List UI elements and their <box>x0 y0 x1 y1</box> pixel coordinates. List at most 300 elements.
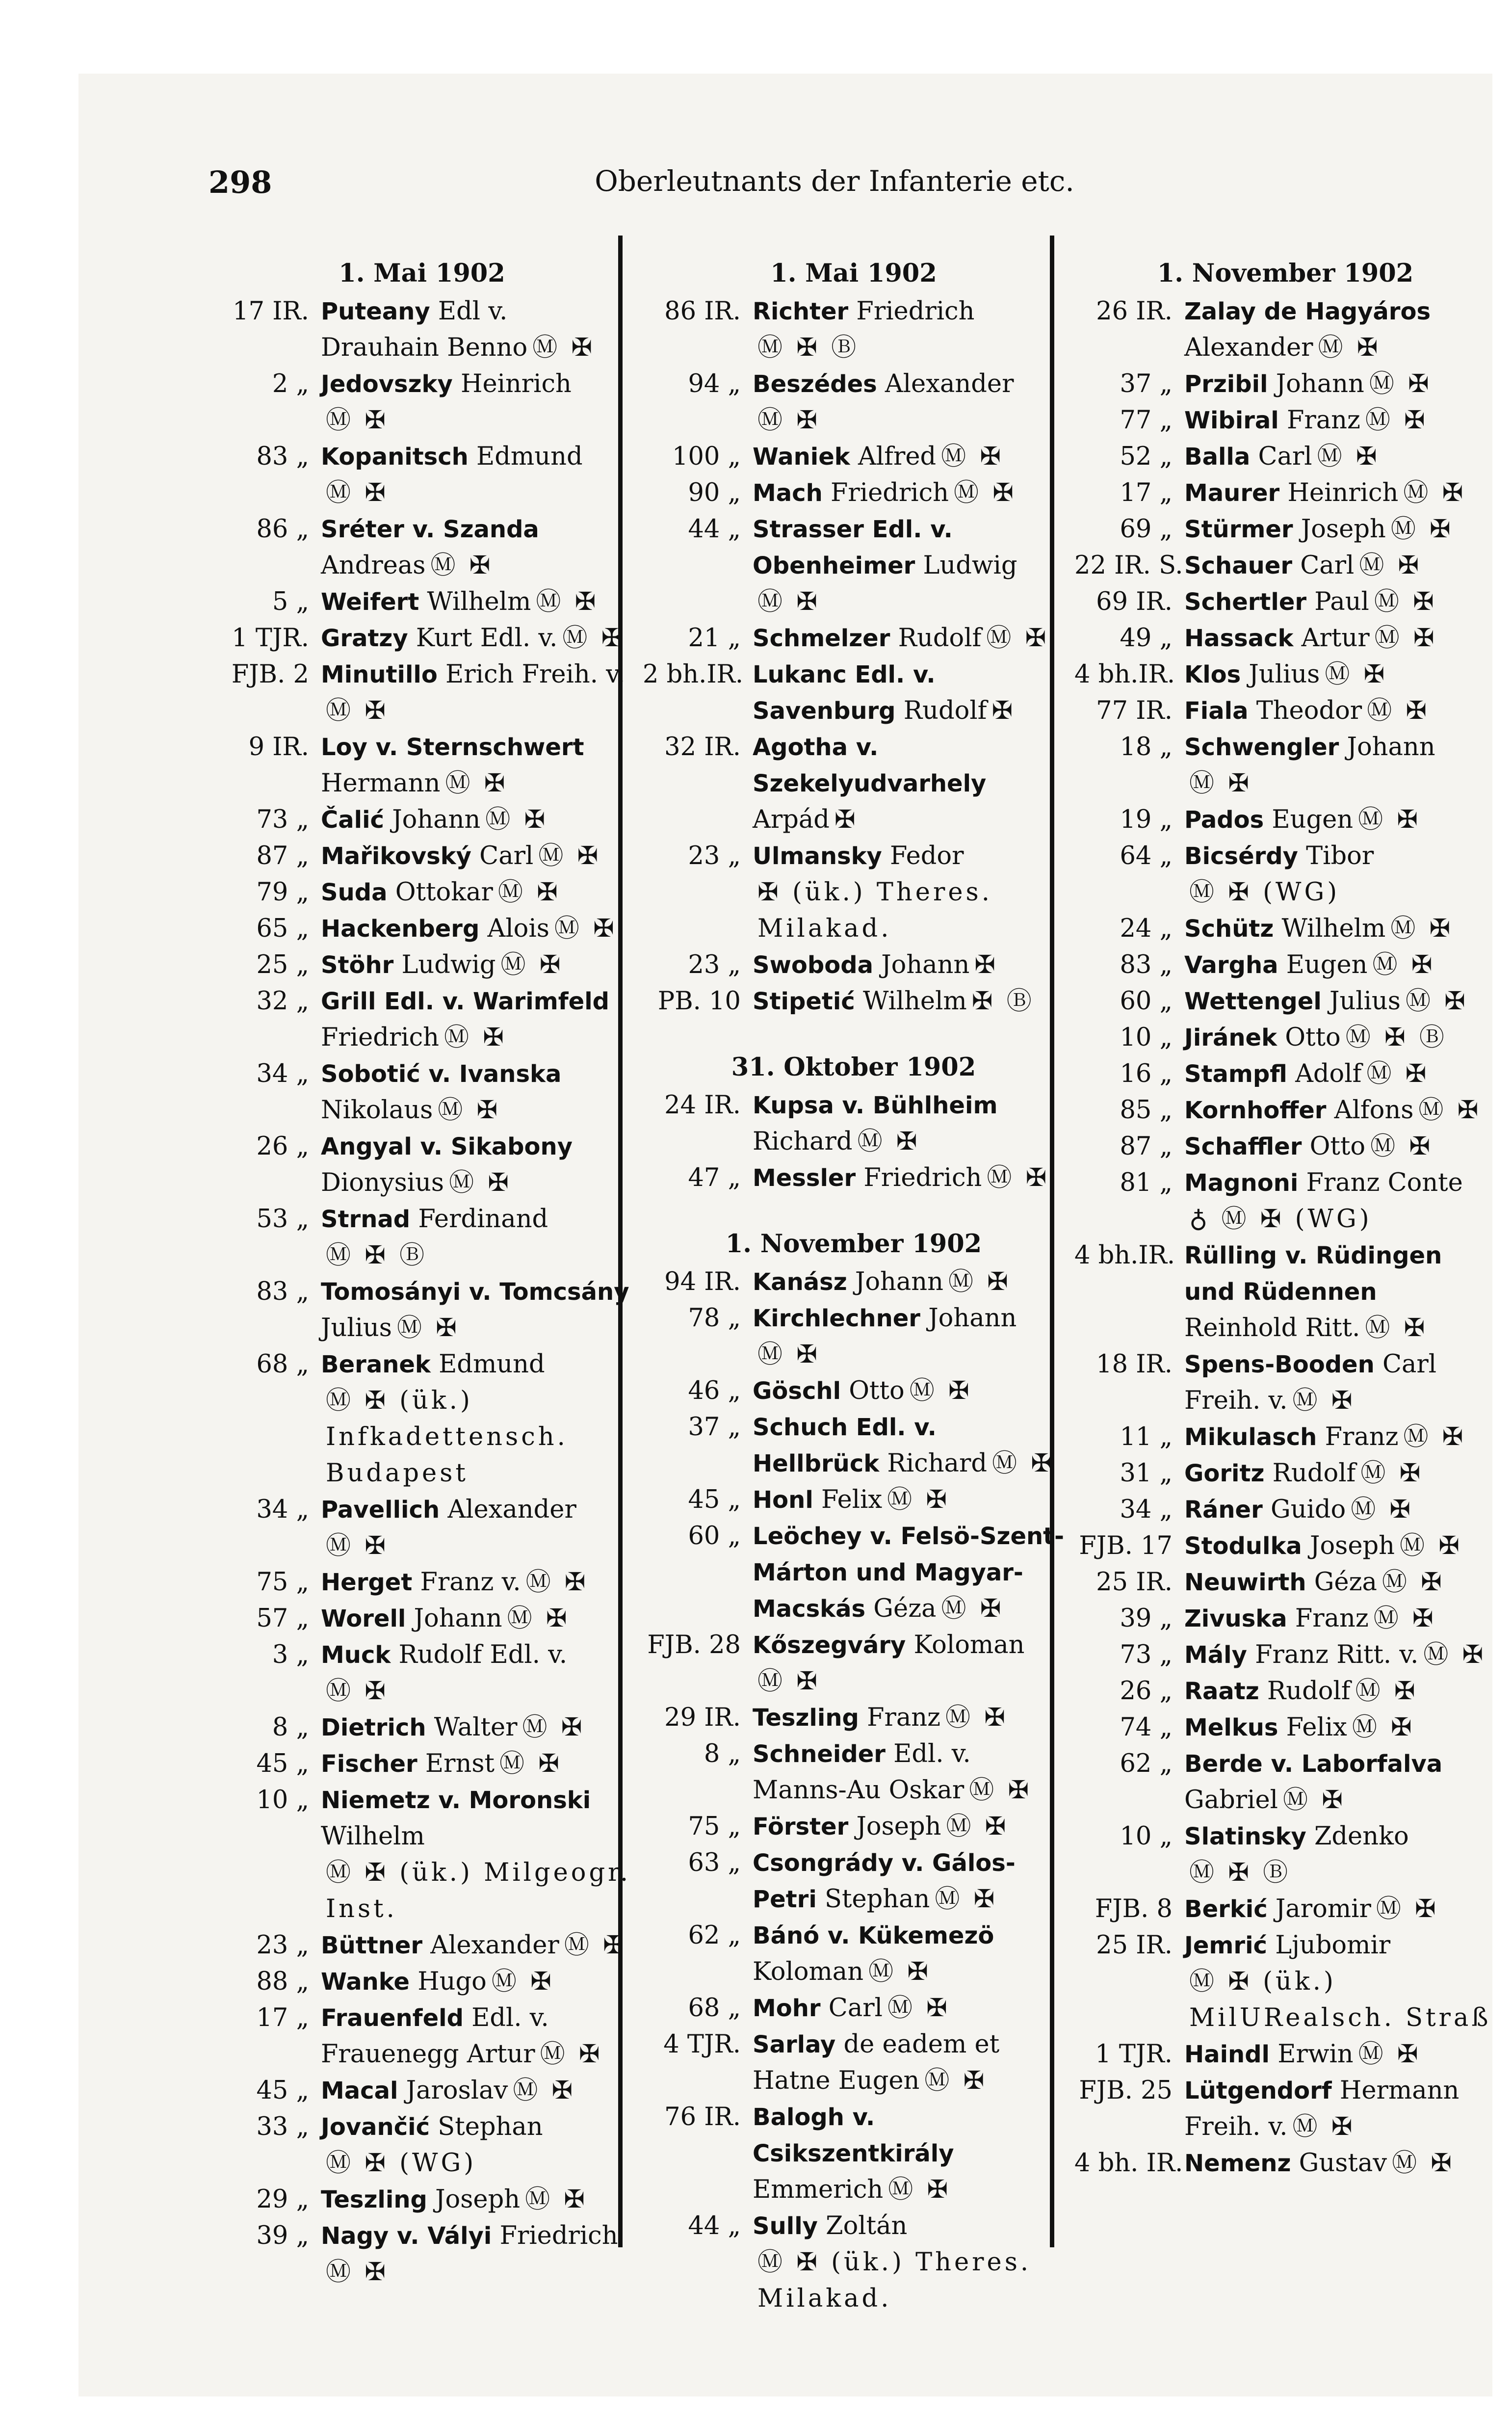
regiment-label: 17 „ <box>1120 478 1173 507</box>
officer-surname: Waniek <box>753 443 850 471</box>
decoration-marks: Ⓜ ✠ <box>564 1931 627 1960</box>
decoration-marks: Ⓜ ✠ Ⓑ <box>1189 1858 1291 1887</box>
decoration-marks: Ⓜ ✠ <box>1318 333 1381 362</box>
list-item <box>643 947 1065 983</box>
officer-entry <box>1184 584 1496 620</box>
regiment-label: 69 IR. <box>1096 587 1173 616</box>
decoration-marks: Ⓜ ✠ <box>1423 1640 1486 1669</box>
list-item <box>643 1990 1065 2026</box>
officer-entry <box>321 1492 633 1564</box>
list-item <box>211 2218 633 2290</box>
decoration-marks: Ⓜ ✠ <box>887 1485 950 1514</box>
section-heading: 1. Mai 1902 <box>770 259 937 288</box>
officer-surname: Kanász <box>753 1268 847 1296</box>
list-item <box>643 511 1065 620</box>
decoration-marks: Ⓜ ✠ <box>1365 1314 1428 1342</box>
regiment-label: 2 bh.IR. <box>643 660 744 689</box>
officer-given-name: Rudolf <box>895 696 987 725</box>
officer-surname: Lütgendorf <box>1184 2077 1332 2105</box>
regiment-label: 26 „ <box>256 1132 309 1161</box>
list-item <box>643 729 1065 838</box>
decoration-marks: ✠ (ük.) Theres. Milakad. <box>757 878 992 943</box>
officer-surname: Leöchey v. Felsö-Szent-Márton und Magyar-Macskás <box>753 1523 1065 1623</box>
list-item <box>643 838 1065 947</box>
officer-surname: Tomosányi v. Tomcsány <box>321 1278 629 1306</box>
officer-surname: Jedovszky <box>321 370 453 398</box>
decoration-marks: Ⓜ ✠ Ⓑ <box>1345 1023 1447 1052</box>
decoration-marks: Ⓜ ✠ <box>326 1677 389 1706</box>
decoration-marks: Ⓜ ✠ <box>326 1531 389 1560</box>
officer-given-name: Franz Conte <box>1298 1168 1463 1197</box>
officer-surname: Schneider <box>753 1740 886 1768</box>
officer-given-name: Friedrich <box>492 2221 618 2250</box>
list-item <box>211 620 633 657</box>
list-item <box>1074 1818 1496 1891</box>
officer-entry <box>753 1700 1065 1736</box>
list-item <box>211 1782 633 1927</box>
officer-given-name: Theodor <box>1248 696 1362 725</box>
officer-entry <box>321 1710 633 1746</box>
officer-surname: Lukanc Edl. v. Savenburg <box>753 661 936 725</box>
list-item <box>1074 2036 1496 2073</box>
officer-entry <box>321 366 633 439</box>
decoration-marks: Ⓜ ✠ <box>1360 1459 1424 1488</box>
officer-surname: Swoboda <box>753 951 873 979</box>
section-heading: 1. November 1902 <box>725 1229 982 1259</box>
list-item <box>1074 402 1496 439</box>
decoration-marks: ✠ <box>834 805 859 834</box>
officer-given-name: Walter <box>426 1713 518 1742</box>
regiment-label: 46 „ <box>688 1376 741 1405</box>
regiment-label: 44 „ <box>688 2211 741 2240</box>
officer-given-name: Wilhelm <box>1274 914 1386 943</box>
officer-given-name: Edl v. Drauhain Benno <box>321 297 528 362</box>
officer-surname: Messler <box>753 1164 856 1192</box>
regiment-label: 10 „ <box>1120 1023 1173 1052</box>
list-item <box>211 511 633 584</box>
regiment-label: 44 „ <box>688 515 741 544</box>
officer-surname: Čalić <box>321 806 384 834</box>
officer-entry <box>321 947 633 983</box>
decoration-marks: Ⓜ ✠ <box>445 769 508 798</box>
officer-surname: Honl <box>753 1486 813 1514</box>
decoration-marks: Ⓜ ✠ (WG) <box>326 2149 477 2178</box>
officer-entry <box>1184 983 1496 1020</box>
officer-given-name: Hermann Freih. v. <box>1184 2076 1460 2141</box>
officer-surname: Pavellich <box>321 1496 440 1524</box>
officer-entry <box>321 1964 633 2000</box>
officer-entry <box>1184 693 1496 729</box>
regiment-label: 49 „ <box>1120 624 1173 653</box>
list-item <box>1074 1927 1496 2036</box>
decoration-marks: ✠ <box>974 950 999 979</box>
decoration-marks: Ⓜ ✠ <box>1382 1568 1445 1597</box>
regiment-label: 85 „ <box>1120 1096 1173 1125</box>
decoration-marks: Ⓜ ✠ <box>1405 987 1468 1016</box>
list-item <box>643 657 1065 729</box>
regiment-label: 45 „ <box>256 1749 309 1778</box>
officer-surname: Mařikovský <box>321 842 471 870</box>
list-item <box>211 947 633 983</box>
decoration-marks: Ⓜ ✠ <box>1390 515 1454 544</box>
regiment-label: 53 „ <box>256 1205 309 1234</box>
officer-given-name: Ottokar <box>387 878 493 907</box>
officer-given-name: Stephan <box>816 1885 930 1914</box>
list-item <box>1074 1092 1496 1129</box>
officer-given-name: Carl <box>471 842 534 870</box>
officer-surname: Ulmansky <box>753 842 882 870</box>
officer-surname: Beszédes <box>753 370 877 398</box>
decoration-marks: Ⓜ ✠ <box>887 1994 950 2023</box>
regiment-label: 45 „ <box>688 1485 741 1514</box>
list-item <box>211 1201 633 1274</box>
officer-surname: Schertler <box>1184 588 1307 616</box>
officer-given-name: Dionysius <box>321 1168 444 1197</box>
list-item <box>211 1601 633 1637</box>
officer-given-name: Carl <box>1250 442 1312 471</box>
list-item <box>1074 1564 1496 1601</box>
officer-surname: Teszling <box>321 2186 427 2213</box>
officer-entry <box>753 293 1065 366</box>
decoration-marks: Ⓜ ✠ <box>562 624 626 653</box>
officer-given-name: Gabriel <box>1184 1786 1278 1815</box>
regiment-label: 87 „ <box>1120 1132 1173 1161</box>
list-item <box>1074 1528 1496 1564</box>
officer-entry <box>1184 1637 1496 1673</box>
officer-entry <box>1184 802 1496 838</box>
officer-given-name: Otto <box>841 1376 905 1405</box>
officer-given-name: Andreas <box>321 551 426 580</box>
officer-surname: Pados <box>1184 806 1264 834</box>
list-item <box>211 874 633 911</box>
officer-surname: Schauer <box>1184 552 1292 579</box>
list-item <box>211 911 633 947</box>
officer-surname: Niemetz v. Moronski <box>321 1787 591 1814</box>
officer-entry <box>753 2026 1065 2099</box>
list-item <box>1074 1165 1496 1237</box>
officer-entry <box>321 2073 633 2109</box>
decoration-marks: Ⓜ ✠ Ⓑ <box>326 1241 428 1270</box>
list-item <box>211 2109 633 2182</box>
regiment-label: 74 „ <box>1120 1713 1173 1742</box>
officer-given-name: Tibor <box>1298 842 1374 870</box>
officer-surname: Agotha v. Szekelyudvarhely <box>753 734 987 797</box>
regiment-label: 83 „ <box>256 1277 309 1306</box>
officer-surname: Spens-Booden <box>1184 1351 1375 1378</box>
regiment-label: 22 IR. S. <box>1074 551 1183 580</box>
officer-given-name: Géza <box>865 1594 937 1623</box>
list-item <box>1074 983 1496 1020</box>
regiment-label: 75 „ <box>688 1812 741 1841</box>
officer-given-name: Zoltán <box>817 2211 908 2240</box>
officer-entry <box>321 1927 633 1964</box>
decoration-marks: Ⓜ ✠ <box>969 1776 1032 1805</box>
officer-entry <box>1184 1492 1496 1528</box>
officer-entry <box>753 620 1065 657</box>
regiment-label: 34 „ <box>256 1059 309 1088</box>
list-item <box>1074 548 1496 584</box>
regiment-label: PB. 10 <box>657 987 741 1016</box>
officer-entry <box>321 2218 633 2290</box>
officer-surname: Büttner <box>321 1932 423 1959</box>
officer-surname: Göschl <box>753 1377 841 1405</box>
decoration-marks: Ⓜ ✠ <box>1352 1713 1415 1742</box>
list-item <box>1074 366 1496 402</box>
regiment-label: 69 „ <box>1120 515 1173 544</box>
officer-given-name: Edl. v. Frauenegg Artur <box>321 2003 549 2069</box>
officer-given-name: Joseph <box>848 1812 941 1841</box>
officer-given-name: Reinhold Ritt. <box>1184 1314 1360 1342</box>
decoration-marks: Ⓜ ✠ <box>1403 478 1466 507</box>
officer-surname: Angyal v. Sikabony <box>321 1133 573 1160</box>
officer-surname: Mikulasch <box>1184 1423 1317 1451</box>
officer-surname: Schütz <box>1184 915 1274 943</box>
decoration-marks: Ⓜ ✠ <box>500 950 564 979</box>
decoration-marks: Ⓜ ✠ <box>497 878 561 907</box>
decoration-marks: Ⓜ ✠ <box>857 1127 920 1156</box>
list-item <box>211 1274 633 1346</box>
regiment-label: 45 „ <box>256 2076 309 2105</box>
regiment-label: 57 „ <box>256 1604 309 1633</box>
decoration-marks: Ⓜ ✠ <box>1367 696 1430 725</box>
regiment-label: FJB. 28 <box>647 1631 741 1659</box>
regiment-label: 94 IR. <box>664 1267 741 1296</box>
officer-given-name: Johann <box>384 805 481 834</box>
officer-given-name: Fedor <box>882 842 964 870</box>
officer-surname: Suda <box>321 879 388 906</box>
officer-entry <box>321 874 633 911</box>
officer-surname: Zalay de Hagyáros <box>1184 298 1431 325</box>
officer-surname: Stodulka <box>1184 1532 1302 1560</box>
officer-surname: Fischer <box>321 1750 417 1778</box>
regiment-label: 39 „ <box>1120 1604 1173 1633</box>
list-item <box>1074 657 1496 693</box>
regiment-label: 32 IR. <box>664 733 741 762</box>
officer-entry <box>753 657 1065 729</box>
regiment-label: 26 IR. <box>1096 297 1173 326</box>
regiment-label: FJB. 17 <box>1079 1531 1173 1560</box>
regiment-label: 5 „ <box>272 587 309 616</box>
officer-entry <box>1184 402 1496 439</box>
regiment-label: 60 „ <box>688 1522 741 1551</box>
officer-surname: Kőszegváry <box>753 1632 906 1659</box>
list-item <box>1074 911 1496 947</box>
list-item <box>643 1809 1065 1845</box>
regiment-label: FJB. 25 <box>1079 2076 1173 2105</box>
decoration-marks: Ⓜ ✠ <box>1359 551 1422 580</box>
regiment-label: 94 „ <box>688 369 741 398</box>
officer-surname: Mach <box>753 479 823 507</box>
decoration-marks: ✠ Ⓑ <box>971 987 1035 1016</box>
officer-entry <box>321 983 633 1056</box>
regiment-label: FJB. 8 <box>1095 1895 1173 1923</box>
officer-surname: Kupsa v. Bühlheim <box>753 1092 998 1119</box>
officer-entry <box>1184 1673 1496 1710</box>
officer-entry <box>753 439 1065 475</box>
decoration-marks: Ⓜ ✠ <box>757 1667 820 1696</box>
decoration-marks: Ⓜ ✠ <box>449 1168 512 1197</box>
list-item <box>1074 511 1496 548</box>
regiment-label: 83 „ <box>1120 950 1173 979</box>
officer-surname: Sobotić v. Ivanska <box>321 1060 562 1088</box>
officer-entry <box>753 1373 1065 1409</box>
officer-entry <box>753 475 1065 511</box>
list-item <box>643 1482 1065 1518</box>
officer-entry <box>753 838 1065 947</box>
officer-surname: Loy v. Sternschwert <box>321 734 584 761</box>
decoration-marks: Ⓜ ✠ <box>1392 2149 1455 2178</box>
officer-entry <box>1184 475 1496 511</box>
decoration-marks: Ⓜ ✠ Ⓑ <box>757 333 860 362</box>
officer-given-name: Koloman <box>753 1957 864 1986</box>
regiment-label: 90 „ <box>688 478 741 507</box>
officer-entry <box>1184 1056 1496 1092</box>
decoration-marks: Ⓜ ✠ <box>554 914 617 943</box>
officer-entry <box>753 1809 1065 1845</box>
list-item <box>643 1845 1065 1918</box>
list-item <box>211 838 633 874</box>
list-item <box>1074 293 1496 366</box>
officer-entry <box>321 1601 633 1637</box>
decoration-marks: Ⓜ ✠ <box>1292 2112 1356 2141</box>
list-item <box>1074 1710 1496 1746</box>
officer-given-name: Rudolf <box>890 624 982 653</box>
list-item <box>1074 1056 1496 1092</box>
decoration-marks: Ⓜ ✠ <box>757 587 820 616</box>
officer-surname: Mály <box>1184 1641 1247 1669</box>
officer-given-name: Ljubomir <box>1267 1931 1391 1960</box>
list-item <box>643 1627 1065 1700</box>
officer-entry <box>321 838 633 874</box>
list-item <box>1074 1673 1496 1710</box>
list-item <box>211 1964 633 2000</box>
officer-surname: Goritz <box>1184 1460 1265 1487</box>
officer-given-name: Stephan <box>430 2112 543 2141</box>
officer-entry <box>1184 548 1496 584</box>
officer-entry <box>1184 439 1496 475</box>
officer-entry <box>753 366 1065 439</box>
officer-entry <box>1184 657 1496 693</box>
regiment-label: 39 „ <box>256 2221 309 2250</box>
officer-entry <box>753 1990 1065 2026</box>
list-item <box>1074 1129 1496 1165</box>
officer-entry <box>753 1482 1065 1518</box>
list-item <box>211 657 633 729</box>
officer-surname: Schuch Edl. v. Hellbrück <box>753 1414 937 1477</box>
officer-given-name: Heinrich <box>1279 478 1399 507</box>
officer-entry <box>1184 2036 1496 2073</box>
officer-given-name: Richard <box>753 1127 853 1156</box>
officer-surname: Sarlay <box>753 2031 836 2058</box>
column-1 <box>211 255 633 2290</box>
officer-entry <box>1184 1710 1496 1746</box>
list-item <box>1074 1746 1496 1818</box>
officer-given-name: Franz <box>1287 1604 1369 1633</box>
section-heading: 1. November 1902 <box>1157 259 1414 288</box>
list-item <box>1074 802 1496 838</box>
officer-surname: Balla <box>1184 443 1251 471</box>
decoration-marks: Ⓜ ✠ <box>1403 1422 1466 1451</box>
officer-given-name: Richard <box>879 1449 987 1478</box>
officer-given-name: Artur <box>1293 624 1370 653</box>
list-item <box>1074 1891 1496 1927</box>
officer-surname: Jemrić <box>1184 1932 1268 1959</box>
regiment-label: 83 „ <box>256 442 309 471</box>
regiment-label: 34 „ <box>1120 1495 1173 1524</box>
decoration-marks: Ⓜ ✠ (ük.) Infkadettensch. Budapest <box>326 1386 568 1488</box>
regiment-label: 86 IR. <box>664 297 741 326</box>
officer-given-name: Joseph <box>427 2185 521 2214</box>
regiment-label: 88 „ <box>256 1967 309 1996</box>
decoration-marks: Ⓜ ✠ <box>945 1703 1008 1732</box>
officer-given-name: Julius <box>1241 660 1320 689</box>
officer-given-name: Alois <box>479 914 549 943</box>
officer-given-name: Johann <box>920 1304 1017 1333</box>
officer-entry <box>1184 620 1496 657</box>
officer-entry <box>1184 1455 1496 1492</box>
decoration-marks: Ⓜ ✠ <box>1355 1677 1418 1706</box>
regiment-label: 4 bh. IR. <box>1074 2149 1183 2178</box>
regiment-label: 87 „ <box>256 842 309 870</box>
regiment-label: 26 „ <box>1120 1677 1173 1706</box>
decoration-marks: Ⓜ ✠ <box>538 842 601 870</box>
officer-surname: Jovančić <box>321 2113 430 2141</box>
regiment-label: 81 „ <box>1120 1168 1173 1197</box>
decoration-marks: Ⓜ ✠ <box>396 1314 460 1342</box>
page-title: Oberleutnants der Infanterie etc. <box>595 164 1074 198</box>
officer-given-name: Otto <box>1302 1132 1366 1161</box>
decoration-marks: Ⓜ ✠ <box>1372 950 1435 979</box>
regiment-label: 62 „ <box>688 1921 741 1950</box>
decoration-marks: Ⓜ ✠ <box>1369 369 1432 398</box>
list-item <box>643 1918 1065 1990</box>
officer-given-name: Johann <box>873 950 970 979</box>
officer-surname: Minutillo <box>321 661 438 688</box>
officer-surname: Sully <box>753 2212 818 2240</box>
officer-given-name: Rudolf <box>1264 1459 1356 1488</box>
officer-given-name: Alfred <box>850 442 937 471</box>
decoration-marks: Ⓜ ✠ <box>986 624 1049 653</box>
list-item <box>643 439 1065 475</box>
officer-given-name: Edmund <box>468 442 583 471</box>
decoration-marks: Ⓜ ✠ (ük.) Theres. Milakad. <box>757 2248 1032 2313</box>
decoration-marks: Ⓜ ✠ <box>532 333 596 362</box>
list-item <box>211 2000 633 2073</box>
officer-given-name: Edl. v. Manns-Au Oskar <box>753 1739 971 1805</box>
officer-entry <box>321 1056 633 1129</box>
decoration-marks: Ⓜ ✠ <box>1282 1786 1346 1815</box>
officer-given-name: Felix <box>813 1485 883 1514</box>
officer-entry <box>753 983 1065 1020</box>
officer-entry <box>753 1518 1065 1627</box>
officer-given-name: Joseph <box>1293 515 1386 544</box>
officer-surname: Stipetić <box>753 988 855 1015</box>
decoration-marks: Ⓜ ✠ <box>987 1163 1050 1192</box>
list-item <box>1074 584 1496 620</box>
officer-given-name: Julius <box>321 1314 392 1342</box>
list-item <box>211 1056 633 1129</box>
officer-given-name: Eugen <box>1264 805 1354 834</box>
regiment-label: 3 „ <box>272 1640 309 1669</box>
officer-entry <box>321 1637 633 1710</box>
regiment-label: 25 „ <box>256 950 309 979</box>
regiment-label: 2 „ <box>272 369 309 398</box>
officer-given-name: Nikolaus <box>321 1096 433 1125</box>
officer-given-name: Jaroslav <box>398 2076 508 2105</box>
regiment-label: 11 „ <box>1120 1422 1173 1451</box>
officer-entry <box>1184 1927 1496 2036</box>
regiment-label: 65 „ <box>256 914 309 943</box>
